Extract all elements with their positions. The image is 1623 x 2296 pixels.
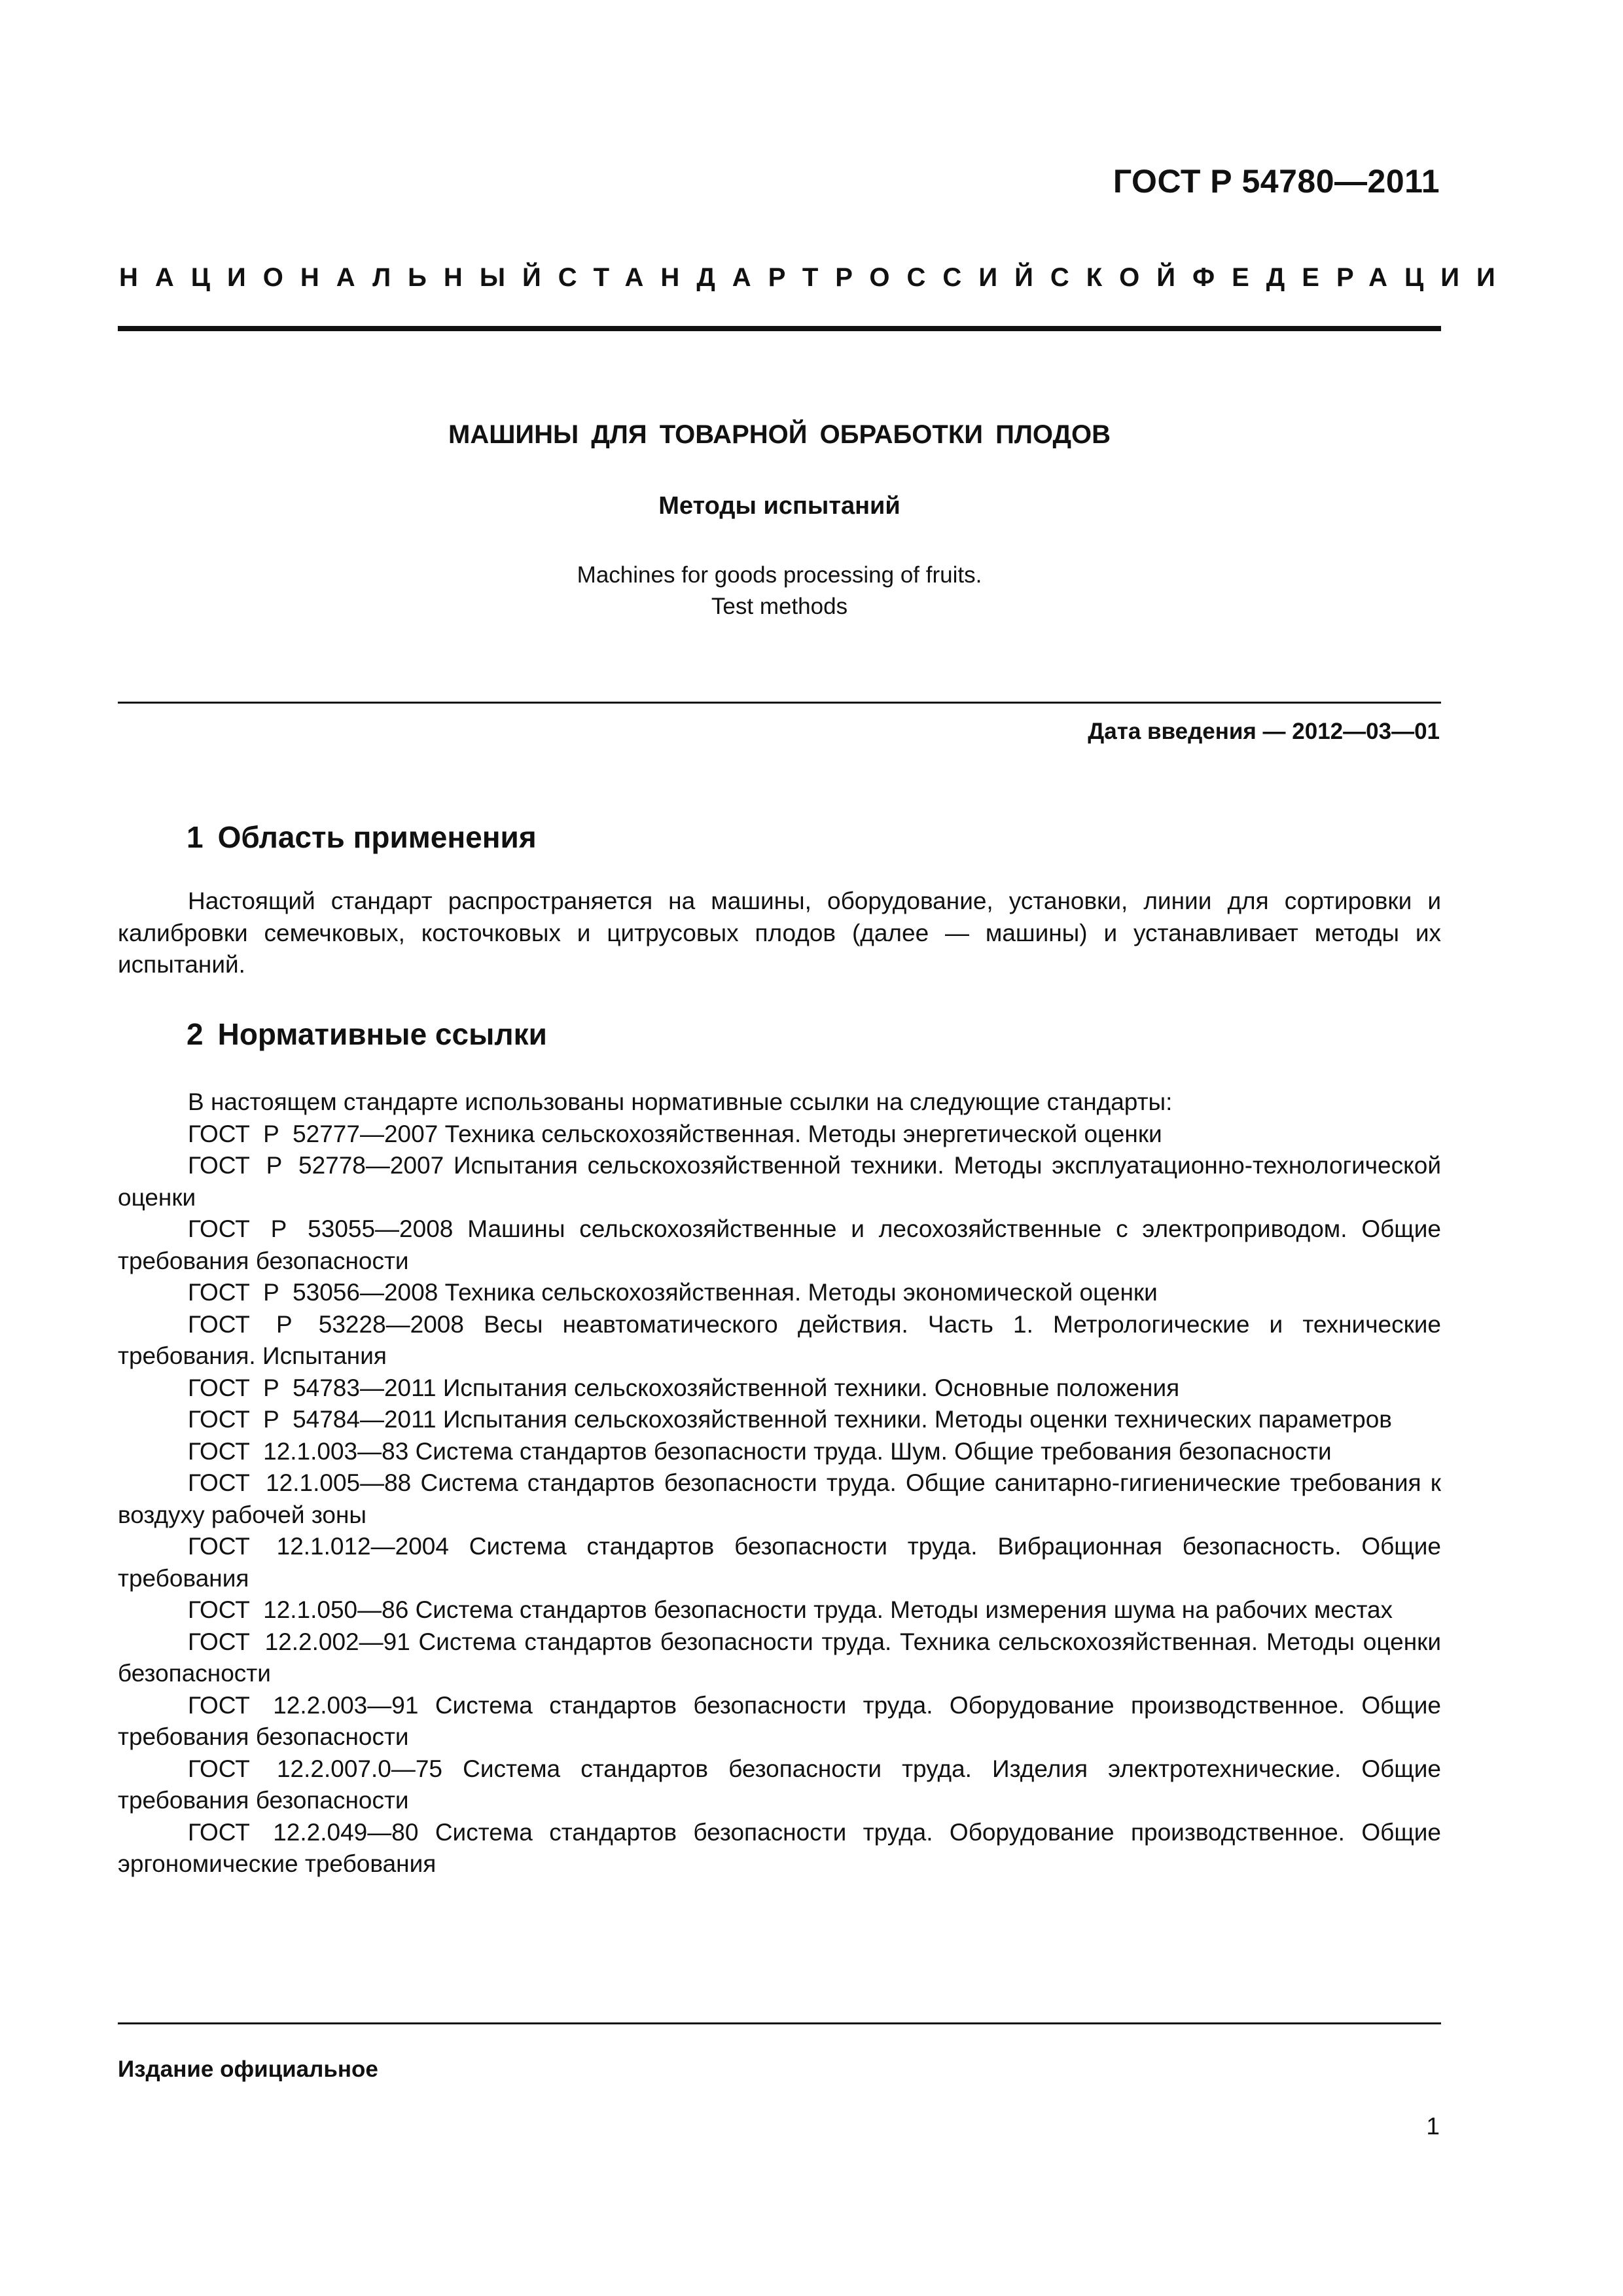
reference-code: ГОСТ Р 52778—2007 — [188, 1152, 444, 1179]
title-divider — [118, 702, 1441, 704]
introduction-date: Дата введения — 2012—03—01 — [1088, 719, 1440, 744]
reference-title: Система стандартов безопасности труда. Общие санитарно-гигиенические требования к воздуху рабочей зоны — [118, 1469, 1441, 1528]
reference-item — [118, 1404, 1441, 1436]
reference-title: Техника сельскохозяйственная. Методы экономической оценки — [444, 1279, 1158, 1306]
section-1-heading — [187, 819, 537, 855]
section-number: 2 — [187, 1017, 204, 1051]
reference-item — [118, 1372, 1441, 1405]
reference-item — [118, 1119, 1441, 1151]
document-subtitle: Методы испытаний — [658, 492, 901, 520]
reference-title: Испытания сельскохозяйственной техники. Методы оценки технических параметров — [442, 1406, 1392, 1433]
reference-item — [118, 1213, 1441, 1277]
reference-title: Техника сельскохозяйственная. Методы энергетической оценки — [444, 1120, 1162, 1147]
reference-item — [118, 1690, 1441, 1753]
document-title: МАШИНЫ ДЛЯ ТОВАРНОЙ ОБРАБОТКИ ПЛОДОВ — [448, 420, 1111, 449]
reference-title: Система стандартов безопасности труда. Изделия электротехнические. Общие требования безопасности — [118, 1755, 1441, 1814]
reference-code: ГОСТ Р 52777—2007 — [188, 1120, 438, 1147]
reference-code: ГОСТ 12.1.005—88 — [188, 1469, 412, 1496]
reference-code: ГОСТ 12.2.007.0—75 — [188, 1755, 442, 1782]
title-english-line: Test methods — [711, 594, 848, 619]
section-title: Нормативные ссылки — [217, 1017, 547, 1051]
reference-code: ГОСТ 12.1.003—83 — [188, 1437, 409, 1465]
reference-title: Система стандартов безопасности труда. Шум. Общие требования безопасности — [415, 1437, 1332, 1465]
reference-item — [118, 1309, 1441, 1372]
reference-item — [118, 1467, 1441, 1531]
reference-title: Система стандартов безопасности труда. Вибрационная безопасность. Общие требования — [118, 1533, 1441, 1592]
section-2-heading — [187, 1016, 547, 1052]
reference-code: ГОСТ 12.2.049—80 — [188, 1818, 419, 1846]
reference-title: Система стандартов безопасности труда. Оборудование производственное. Общие требования безопасности — [118, 1691, 1442, 1750]
national-standard-banner — [119, 263, 1512, 293]
reference-item — [118, 1150, 1441, 1213]
page-number: 1 — [1426, 2113, 1440, 2140]
reference-item — [118, 1594, 1441, 1626]
paragraph: Настоящий стандарт распространяется на машины, оборудование, установки, линии для сортировки и калибровки семечковых, косточковых и цитрусовых плодов (далее — машины) и устанавливает методы их испытаний. — [118, 888, 1441, 978]
reference-item — [118, 1753, 1441, 1817]
reference-title: Система стандартов безопасности труда. Оборудование производственное. Общие эргономические требования — [118, 1818, 1442, 1877]
document-number: ГОСТ Р 54780—2011 — [1113, 163, 1440, 200]
reference-code: ГОСТ 12.2.002—91 — [188, 1628, 410, 1655]
banner-word: РОССИЙСКОЙ — [835, 263, 1192, 292]
document-title-english — [118, 560, 1441, 622]
reference-code: ГОСТ 12.1.050—86 — [188, 1596, 409, 1623]
reference-item — [118, 1626, 1441, 1690]
reference-code: ГОСТ Р 53055—2008 — [188, 1215, 454, 1242]
banner-word: НАЦИОНАЛЬНЫЙ — [119, 263, 558, 292]
reference-item — [118, 1817, 1441, 1880]
reference-code: ГОСТ Р 53056—2008 — [188, 1279, 438, 1306]
reference-item — [118, 1531, 1441, 1594]
reference-code: ГОСТ Р 54784—2011 — [188, 1406, 437, 1433]
reference-code: ГОСТ 12.1.012—2004 — [188, 1533, 449, 1560]
references-intro: В настоящем стандарте использованы нормативные ссылки на следующие стандарты: — [188, 1088, 1173, 1115]
banner-word: ФЕДЕРАЦИИ — [1192, 263, 1512, 292]
reference-title: Испытания сельскохозяйственной техники. Основные положения — [442, 1374, 1180, 1401]
reference-item — [118, 1277, 1441, 1309]
footer-divider — [118, 2022, 1441, 2024]
title-english-line: Machines for goods processing of fruits. — [577, 562, 982, 588]
section-1-body — [118, 886, 1441, 981]
reference-title: Система стандартов безопасности труда. Методы измерения шума на рабочих местах — [415, 1596, 1393, 1623]
section-number: 1 — [187, 820, 204, 854]
reference-code: ГОСТ 12.2.003—91 — [188, 1691, 419, 1719]
reference-item — [118, 1436, 1441, 1468]
reference-code: ГОСТ Р 53228—2008 — [188, 1310, 464, 1338]
reference-code: ГОСТ Р 54783—2011 — [188, 1374, 437, 1401]
reference-title: Весы неавтоматического действия. Часть 1. Метрологические и технические требования. Испытания — [118, 1310, 1441, 1369]
header-divider — [118, 326, 1441, 331]
reference-title: Испытания сельскохозяйственной техники. Методы эксплуатационно-технологической оценки — [118, 1152, 1441, 1211]
reference-title: Машины сельскохозяйственные и лесохозяйственные с электроприводом. Общие требования безопасности — [118, 1215, 1441, 1274]
normative-references-list — [118, 1086, 1441, 1880]
reference-title: Система стандартов безопасности труда. Техника сельскохозяйственная. Методы оценки безопасности — [118, 1628, 1442, 1687]
official-edition-label: Издание официальное — [118, 2056, 378, 2082]
banner-word: СТАНДАРТ — [558, 263, 836, 292]
section-title: Область применения — [217, 820, 537, 854]
